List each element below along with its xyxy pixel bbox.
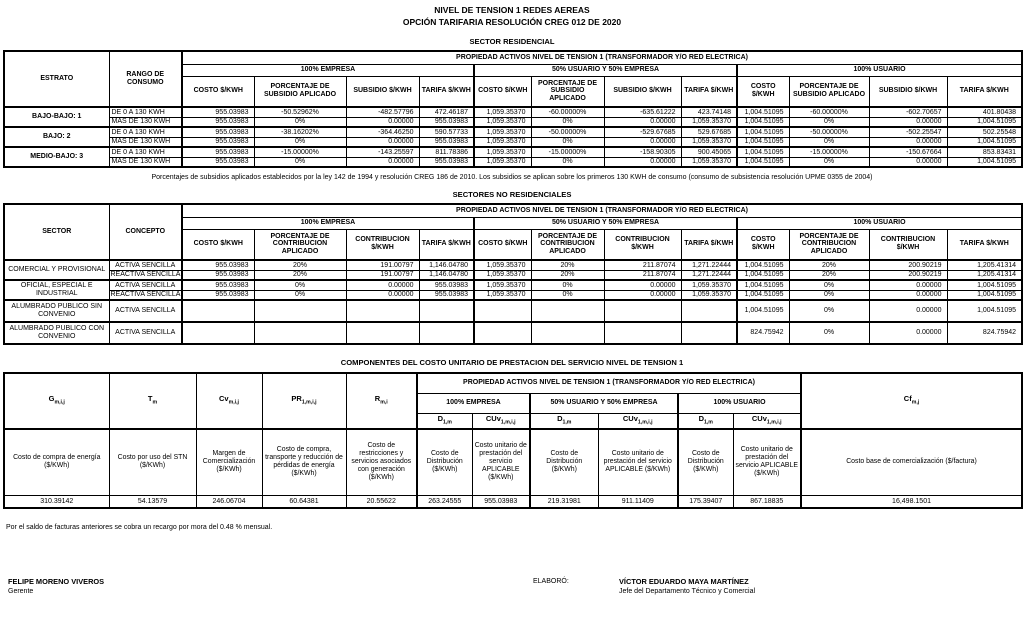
col-header: SUBSIDIO $/KWH: [869, 76, 947, 107]
rango-consumo-header: RANGO DE CONSUMO: [109, 51, 182, 107]
value-cell: 1,059.35370: [474, 260, 531, 270]
value-cell: 955.03983: [419, 117, 474, 127]
value-cell: 900.45065: [681, 147, 737, 157]
group-header-empresa: 100% EMPRESA: [182, 64, 474, 76]
col-header: SUBSIDIO $/KWH: [346, 76, 419, 107]
value-cell: 529.67685: [681, 127, 737, 137]
value-cell: 20%: [531, 270, 604, 280]
nonresidential-table: [3, 203, 1023, 345]
group-header-empresa: 100% EMPRESA: [182, 217, 474, 229]
section-title-nonresidential: SECTORES NO RESIDENCIALES: [452, 190, 572, 199]
col-header: TARIFA $/KWH: [681, 229, 737, 260]
component-description: Costo de compra, transporte y reducción de pérdidas de energía ($/KWh): [262, 429, 346, 495]
signatures: [3, 577, 1021, 595]
group-header-mixto: 50% USUARIO Y 50% EMPRESA: [474, 64, 737, 76]
value-cell: [474, 322, 531, 344]
value-cell: 1,004.51095: [737, 260, 789, 270]
value-cell: 0.00000: [604, 137, 681, 147]
value-cell: 20%: [254, 260, 346, 270]
value-cell: 824.75942: [947, 322, 1022, 344]
component-description: Costo de compra de energía ($/KWh): [4, 429, 109, 495]
value-cell: 853.83431: [947, 147, 1022, 157]
col-header: TARIFA $/KWH: [947, 229, 1022, 260]
value-cell: 502.25548: [947, 127, 1022, 137]
component-value: 263.24555: [417, 495, 472, 508]
value-cell: 1,004.51095: [947, 157, 1022, 167]
rango-cell: MAS DE 130 KWH: [109, 157, 182, 167]
value-cell: 1,004.51095: [737, 117, 789, 127]
value-cell: -60.00000%: [531, 107, 604, 117]
value-cell: 0.00000: [604, 280, 681, 290]
value-cell: 955.03983: [182, 117, 254, 127]
sector-cell: COMERCIAL Y PROVISIONAL: [4, 260, 109, 280]
value-cell: [419, 322, 474, 344]
value-cell: 1,004.51095: [947, 300, 1022, 322]
value-cell: -60.00000%: [789, 107, 869, 117]
value-cell: 0%: [531, 137, 604, 147]
component-description: Costo base de comercialización ($/factura): [801, 429, 1022, 495]
value-cell: 1,146.04780: [419, 260, 474, 270]
symbol-r: $R_{m,i}$: [346, 373, 417, 429]
value-cell: 1,059.35370: [681, 290, 737, 300]
symbol-cv: $Cv_{m,i,j}$: [196, 373, 262, 429]
component-value: 175.39407: [678, 495, 733, 508]
table-row: [4, 290, 1022, 300]
concepto-cell: REACTIVA SENCILLA: [110, 291, 181, 299]
group-header-mixto: 50% USUARIO Y 50% EMPRESA: [530, 393, 678, 413]
value-cell: 0%: [789, 157, 869, 167]
value-cell: 955.03983: [419, 290, 474, 300]
value-cell: 0%: [789, 300, 869, 322]
table-row: [4, 117, 1022, 127]
group-header-usuario: 100% USUARIO: [678, 393, 801, 413]
signature-right-role: Jefe del Departamento Técnico y Comercial: [619, 588, 756, 595]
value-cell: 1,004.51095: [737, 157, 789, 167]
value-cell: 0%: [254, 280, 346, 290]
value-cell: 955.03983: [182, 290, 254, 300]
col-header: TARIFA $/KWH: [419, 76, 474, 107]
table-row: [4, 157, 1022, 167]
value-cell: 211.87074: [604, 270, 681, 280]
value-cell: 0.00000: [346, 117, 419, 127]
value-cell: 1,004.51095: [737, 290, 789, 300]
col-header: PORCENTAJE DE CONTRIBUCION APLICADO: [254, 229, 346, 260]
value-cell: 1,271.22444: [681, 260, 737, 270]
group-header-usuario: 100% USUARIO: [737, 217, 1022, 229]
value-cell: 0.00000: [869, 157, 947, 167]
symbol-cuv: CUv$_{1,m,i,j}$: [472, 413, 530, 429]
value-cell: 1,059.35370: [474, 290, 531, 300]
components-value-row: [4, 495, 1022, 508]
value-cell: 1,059.35370: [681, 157, 737, 167]
value-cell: [346, 300, 419, 322]
value-cell: 1,004.51095: [947, 280, 1022, 290]
value-cell: -38.16202%: [254, 127, 346, 137]
concepto-header: CONCEPTO: [109, 204, 182, 260]
value-cell: 811.78386: [419, 147, 474, 157]
component-value: 955.03983: [472, 495, 530, 508]
col-header: TARIFA $/KWH: [419, 229, 474, 260]
value-cell: 955.03983: [182, 280, 254, 290]
value-cell: 955.03983: [182, 260, 254, 270]
main-title-line2: OPCIÓN TARIFARIA RESOLUCIÓN CREG 012 DE 2020: [402, 16, 622, 27]
symbol-cuv: CUv$_{1,m,i,j}$: [733, 413, 801, 429]
concepto-cell: ACTIVA SENCILLA: [109, 300, 182, 322]
value-cell: -143.25597: [346, 147, 419, 157]
components-table: [3, 372, 1023, 509]
value-cell: -50.00000%: [789, 127, 869, 137]
component-value: 54.13579: [109, 495, 196, 508]
group-header-usuario: 100% USUARIO: [737, 64, 1022, 76]
symbol-d: $D_{1,m}$: [530, 413, 598, 429]
table-row: [4, 280, 1022, 290]
value-cell: 1,004.51095: [737, 270, 789, 280]
value-cell: -602.70657: [869, 107, 947, 117]
value-cell: 955.03983: [182, 270, 254, 280]
value-cell: 0.00000: [869, 290, 947, 300]
col-header: PORCENTAJE DE CONTRIBUCION APLICADO: [531, 229, 604, 260]
value-cell: [254, 300, 346, 322]
value-cell: 1,146.04780: [419, 270, 474, 280]
value-cell: 0%: [789, 290, 869, 300]
value-cell: -635.61222: [604, 107, 681, 117]
value-cell: 955.03983: [182, 147, 254, 157]
value-cell: -15.00000%: [531, 147, 604, 157]
concepto-cell: REACTIVA SENCILLA: [110, 271, 181, 279]
rango-cell: DE 0 A 130 KWH: [109, 147, 182, 157]
value-cell: 211.87074: [604, 260, 681, 270]
section-title-components: COMPONENTES DEL COSTO UNITARIO DE PRESTACION DEL SERVICIO NIVEL DE TENSION 1: [340, 358, 684, 367]
component-description: Margen de Comercialización ($/KWh): [196, 429, 262, 495]
value-cell: 1,205.41314: [947, 270, 1022, 280]
value-cell: 955.03983: [419, 157, 474, 167]
value-cell: 401.80438: [947, 107, 1022, 117]
value-cell: [419, 300, 474, 322]
value-cell: 0%: [789, 137, 869, 147]
value-cell: 0%: [254, 137, 346, 147]
signature-left: [8, 577, 533, 595]
symbol-g: $G_{m,i,j}$: [4, 373, 109, 429]
value-cell: 0.00000: [346, 290, 419, 300]
value-cell: [604, 300, 681, 322]
value-cell: 1,004.51095: [737, 147, 789, 157]
component-description: Costo de Distribución ($/KWh): [417, 429, 472, 495]
value-cell: [346, 322, 419, 344]
value-cell: 824.75942: [737, 322, 789, 344]
group-header-empresa: 100% EMPRESA: [417, 393, 530, 413]
group-header-mixto: 50% USUARIO Y 50% EMPRESA: [474, 217, 737, 229]
col-header: PORCENTAJE DE SUBSIDIO APLICADO: [789, 76, 869, 107]
concepto-cell: ACTIVA SENCILLA: [109, 280, 182, 290]
value-cell: 1,004.51095: [737, 137, 789, 147]
residential-footnote: Porcentajes de subsidios aplicados establecidos por la ley 142 de 1994 y resolución CREG 186 de 2010. Los subsidios se aplican sobre los primeros 130 KWH de consumo (consumo de subsistencia resolución UPME 0355 de 2004): [151, 174, 873, 181]
value-cell: 1,059.35370: [681, 280, 737, 290]
sector-cell: ALUMBRADO PUBLICO CON CONVENIO: [4, 322, 109, 344]
col-header: PORCENTAJE DE SUBSIDIO APLICADO: [254, 76, 346, 107]
value-cell: 1,059.35370: [681, 137, 737, 147]
components-description-row: [4, 429, 1022, 495]
value-cell: 20%: [789, 260, 869, 270]
value-cell: 955.03983: [182, 107, 254, 117]
value-cell: 423.74148: [681, 107, 737, 117]
table-row: [4, 107, 1022, 117]
value-cell: 472.46187: [419, 107, 474, 117]
value-cell: [681, 322, 737, 344]
value-cell: 0%: [789, 117, 869, 127]
component-value: 310.39142: [4, 495, 109, 508]
estrato-cell: BAJO-BAJO: 1: [4, 107, 109, 127]
value-cell: 0%: [254, 290, 346, 300]
component-description: Costo por uso del STN ($/KWh): [109, 429, 196, 495]
value-cell: 1,059.35370: [474, 147, 531, 157]
value-cell: [182, 300, 254, 322]
value-cell: 1,271.22444: [681, 270, 737, 280]
value-cell: 0.00000: [346, 280, 419, 290]
value-cell: 1,004.51095: [947, 117, 1022, 127]
value-cell: 1,059.35370: [681, 117, 737, 127]
value-cell: -482.57796: [346, 107, 419, 117]
sector-header: SECTOR: [4, 204, 109, 260]
col-header: COSTO $/KWH: [182, 229, 254, 260]
component-value: 219.31981: [530, 495, 598, 508]
value-cell: 0.00000: [869, 117, 947, 127]
rango-cell: DE 0 A 130 KWH: [109, 127, 182, 137]
table-row: [4, 260, 1022, 270]
value-cell: 191.00797: [346, 270, 419, 280]
propiedad-activos-header: PROPIEDAD ACTIVOS NIVEL DE TENSION 1 (TRANSFORMADOR Y/O RED ELECTRICA): [182, 51, 1022, 64]
value-cell: 0.00000: [869, 280, 947, 290]
rango-cell: MAS DE 130 KWH: [109, 117, 182, 127]
value-cell: [531, 300, 604, 322]
sector-cell: ALUMBRADO PUBLICO SIN CONVENIO: [4, 300, 109, 322]
value-cell: 955.03983: [182, 157, 254, 167]
table-row: [4, 270, 1022, 280]
value-cell: 1,004.51095: [737, 280, 789, 290]
col-header: COSTO $/KWH: [474, 229, 531, 260]
sector-cell: OFICIAL, ESPECIAL E INDUSTRIAL: [4, 280, 109, 300]
value-cell: 0%: [531, 280, 604, 290]
table-row: [4, 127, 1022, 137]
col-header: COSTO $/KWH: [737, 76, 789, 107]
residential-tbody: [4, 107, 1022, 167]
value-cell: -15.00000%: [254, 147, 346, 157]
symbol-d: $D_{1,m}$: [678, 413, 733, 429]
value-cell: 0.00000: [869, 300, 947, 322]
value-cell: 0%: [531, 157, 604, 167]
value-cell: 955.03983: [419, 137, 474, 147]
value-cell: 191.00797: [346, 260, 419, 270]
nonresidential-tbody: [4, 260, 1022, 344]
value-cell: 590.57733: [419, 127, 474, 137]
value-cell: 0%: [531, 117, 604, 127]
component-description: Costo unitario de prestación del servicio APLICABLE ($/KWh): [472, 429, 530, 495]
value-cell: 0%: [254, 117, 346, 127]
value-cell: [604, 322, 681, 344]
symbol-cf: $Cf_{m,j}$: [801, 373, 1022, 429]
value-cell: [474, 300, 531, 322]
col-header: CONTRIBUCION $/KWH: [604, 229, 681, 260]
value-cell: -364.46250: [346, 127, 419, 137]
col-header: COSTO $/KWH: [474, 76, 531, 107]
value-cell: 20%: [531, 260, 604, 270]
propiedad-activos-header: PROPIEDAD ACTIVOS NIVEL DE TENSION 1 (TRANSFORMADOR Y/O RED ELECTRICA): [182, 204, 1022, 217]
table-row: [4, 137, 1022, 147]
component-description: Costo de Distribución ($/KWh): [678, 429, 733, 495]
col-header: COSTO $/KWH: [737, 229, 789, 260]
signature-left-role: Gerente: [8, 588, 34, 595]
main-title-line1: NIVEL DE TENSION 1 REDES AEREAS: [434, 5, 590, 15]
symbol-pr: $PR_{1,m,i,j}$: [262, 373, 346, 429]
late-payment-note: Por el saldo de facturas anteriores se cobra un recargo por mora del 0.48 % mensual.: [6, 524, 273, 531]
value-cell: 955.03983: [182, 127, 254, 137]
value-cell: 0.00000: [604, 157, 681, 167]
component-value: 60.64381: [262, 495, 346, 508]
col-header: COSTO $/KWH: [182, 76, 254, 107]
value-cell: 0%: [789, 280, 869, 290]
value-cell: 1,004.51095: [947, 137, 1022, 147]
component-value: 16,498.1501: [801, 495, 1022, 508]
value-cell: 955.03983: [419, 280, 474, 290]
concepto-cell: ACTIVA SENCILLA: [109, 322, 182, 344]
estrato-cell: MEDIO-BAJO: 3: [4, 147, 109, 167]
rango-cell: DE 0 A 130 KWH: [109, 107, 182, 117]
col-header: CONTRIBUCION $/KWH: [346, 229, 419, 260]
table-row: [4, 300, 1022, 322]
component-value: 20.55622: [346, 495, 417, 508]
value-cell: 1,059.35370: [474, 107, 531, 117]
value-cell: [254, 322, 346, 344]
component-description: Costo unitario de prestación del servicio APLICABLE ($/KWh): [733, 429, 801, 495]
value-cell: 1,004.51095: [737, 127, 789, 137]
symbol-d: $D_{1,m}$: [417, 413, 472, 429]
value-cell: -50.52962%: [254, 107, 346, 117]
symbol-t: $T_m$: [109, 373, 196, 429]
value-cell: 0.00000: [604, 117, 681, 127]
signature-left-name: FELIPE MORENO VIVEROS: [8, 577, 105, 586]
value-cell: 1,059.35370: [474, 137, 531, 147]
value-cell: [182, 322, 254, 344]
concepto-cell: ACTIVA SENCILLA: [109, 260, 182, 270]
value-cell: 1,059.35370: [474, 270, 531, 280]
value-cell: 0%: [531, 290, 604, 300]
component-description: Costo de Distribución ($/KWh): [530, 429, 598, 495]
value-cell: 0.00000: [604, 290, 681, 300]
component-description: Costo de restricciones y servicios asociados con generación ($/KWh): [346, 429, 417, 495]
value-cell: 0.00000: [869, 137, 947, 147]
section-title-residential: SECTOR RESIDENCIAL: [469, 37, 555, 46]
table-row: [4, 147, 1022, 157]
value-cell: 200.90219: [869, 270, 947, 280]
value-cell: 20%: [789, 270, 869, 280]
value-cell: 955.03983: [182, 137, 254, 147]
residential-table: [3, 50, 1023, 168]
value-cell: -529.67685: [604, 127, 681, 137]
value-cell: -15.00000%: [789, 147, 869, 157]
component-value: 911.11409: [598, 495, 678, 508]
value-cell: 1,059.35370: [474, 157, 531, 167]
col-header: CONTRIBUCION $/KWH: [869, 229, 947, 260]
value-cell: 0%: [789, 322, 869, 344]
value-cell: 1,004.51095: [737, 107, 789, 117]
col-header: TARIFA $/KWH: [947, 76, 1022, 107]
component-description: Costo unitario de prestación del servicio APLICABLE ($/KWh): [598, 429, 678, 495]
col-header: TARIFA $/KWH: [681, 76, 737, 107]
value-cell: [681, 300, 737, 322]
value-cell: 0.00000: [346, 137, 419, 147]
value-cell: -150.67664: [869, 147, 947, 157]
value-cell: -50.00000%: [531, 127, 604, 137]
value-cell: 1,059.35370: [474, 280, 531, 290]
signature-right-name: VÍCTOR EDUARDO MAYA MARTÍNEZ: [619, 577, 749, 586]
signature-right: [619, 577, 1016, 595]
estrato-header: ESTRATO: [4, 51, 109, 107]
col-header: PORCENTAJE DE SUBSIDIO APLICADO: [531, 76, 604, 107]
value-cell: 0%: [254, 157, 346, 167]
symbol-cuv: CUv$_{1,m,i,j}$: [598, 413, 678, 429]
value-cell: -158.90305: [604, 147, 681, 157]
value-cell: 20%: [254, 270, 346, 280]
table-row: [4, 322, 1022, 344]
value-cell: 1,004.51095: [737, 300, 789, 322]
elaboro-label: ELABORÓ:: [533, 578, 569, 585]
value-cell: 1,059.35370: [474, 127, 531, 137]
value-cell: 1,059.35370: [474, 117, 531, 127]
col-header: PORCENTAJE DE CONTRIBUCION APLICADO: [789, 229, 869, 260]
value-cell: 0.00000: [869, 322, 947, 344]
col-header: SUBSIDIO $/KWH: [604, 76, 681, 107]
value-cell: -502.25547: [869, 127, 947, 137]
component-value: 246.06704: [196, 495, 262, 508]
value-cell: 200.90219: [869, 260, 947, 270]
propiedad-activos-header: PROPIEDAD ACTIVOS NIVEL DE TENSION 1 (TRANSFORMADOR Y/O RED ELECTRICA): [417, 373, 801, 393]
value-cell: 0.00000: [346, 157, 419, 167]
value-cell: 1,004.51095: [947, 290, 1022, 300]
value-cell: [531, 322, 604, 344]
estrato-cell: BAJO: 2: [4, 127, 109, 147]
component-value: 867.18835: [733, 495, 801, 508]
rango-cell: MAS DE 130 KWH: [109, 137, 182, 147]
value-cell: 1,205.41314: [947, 260, 1022, 270]
